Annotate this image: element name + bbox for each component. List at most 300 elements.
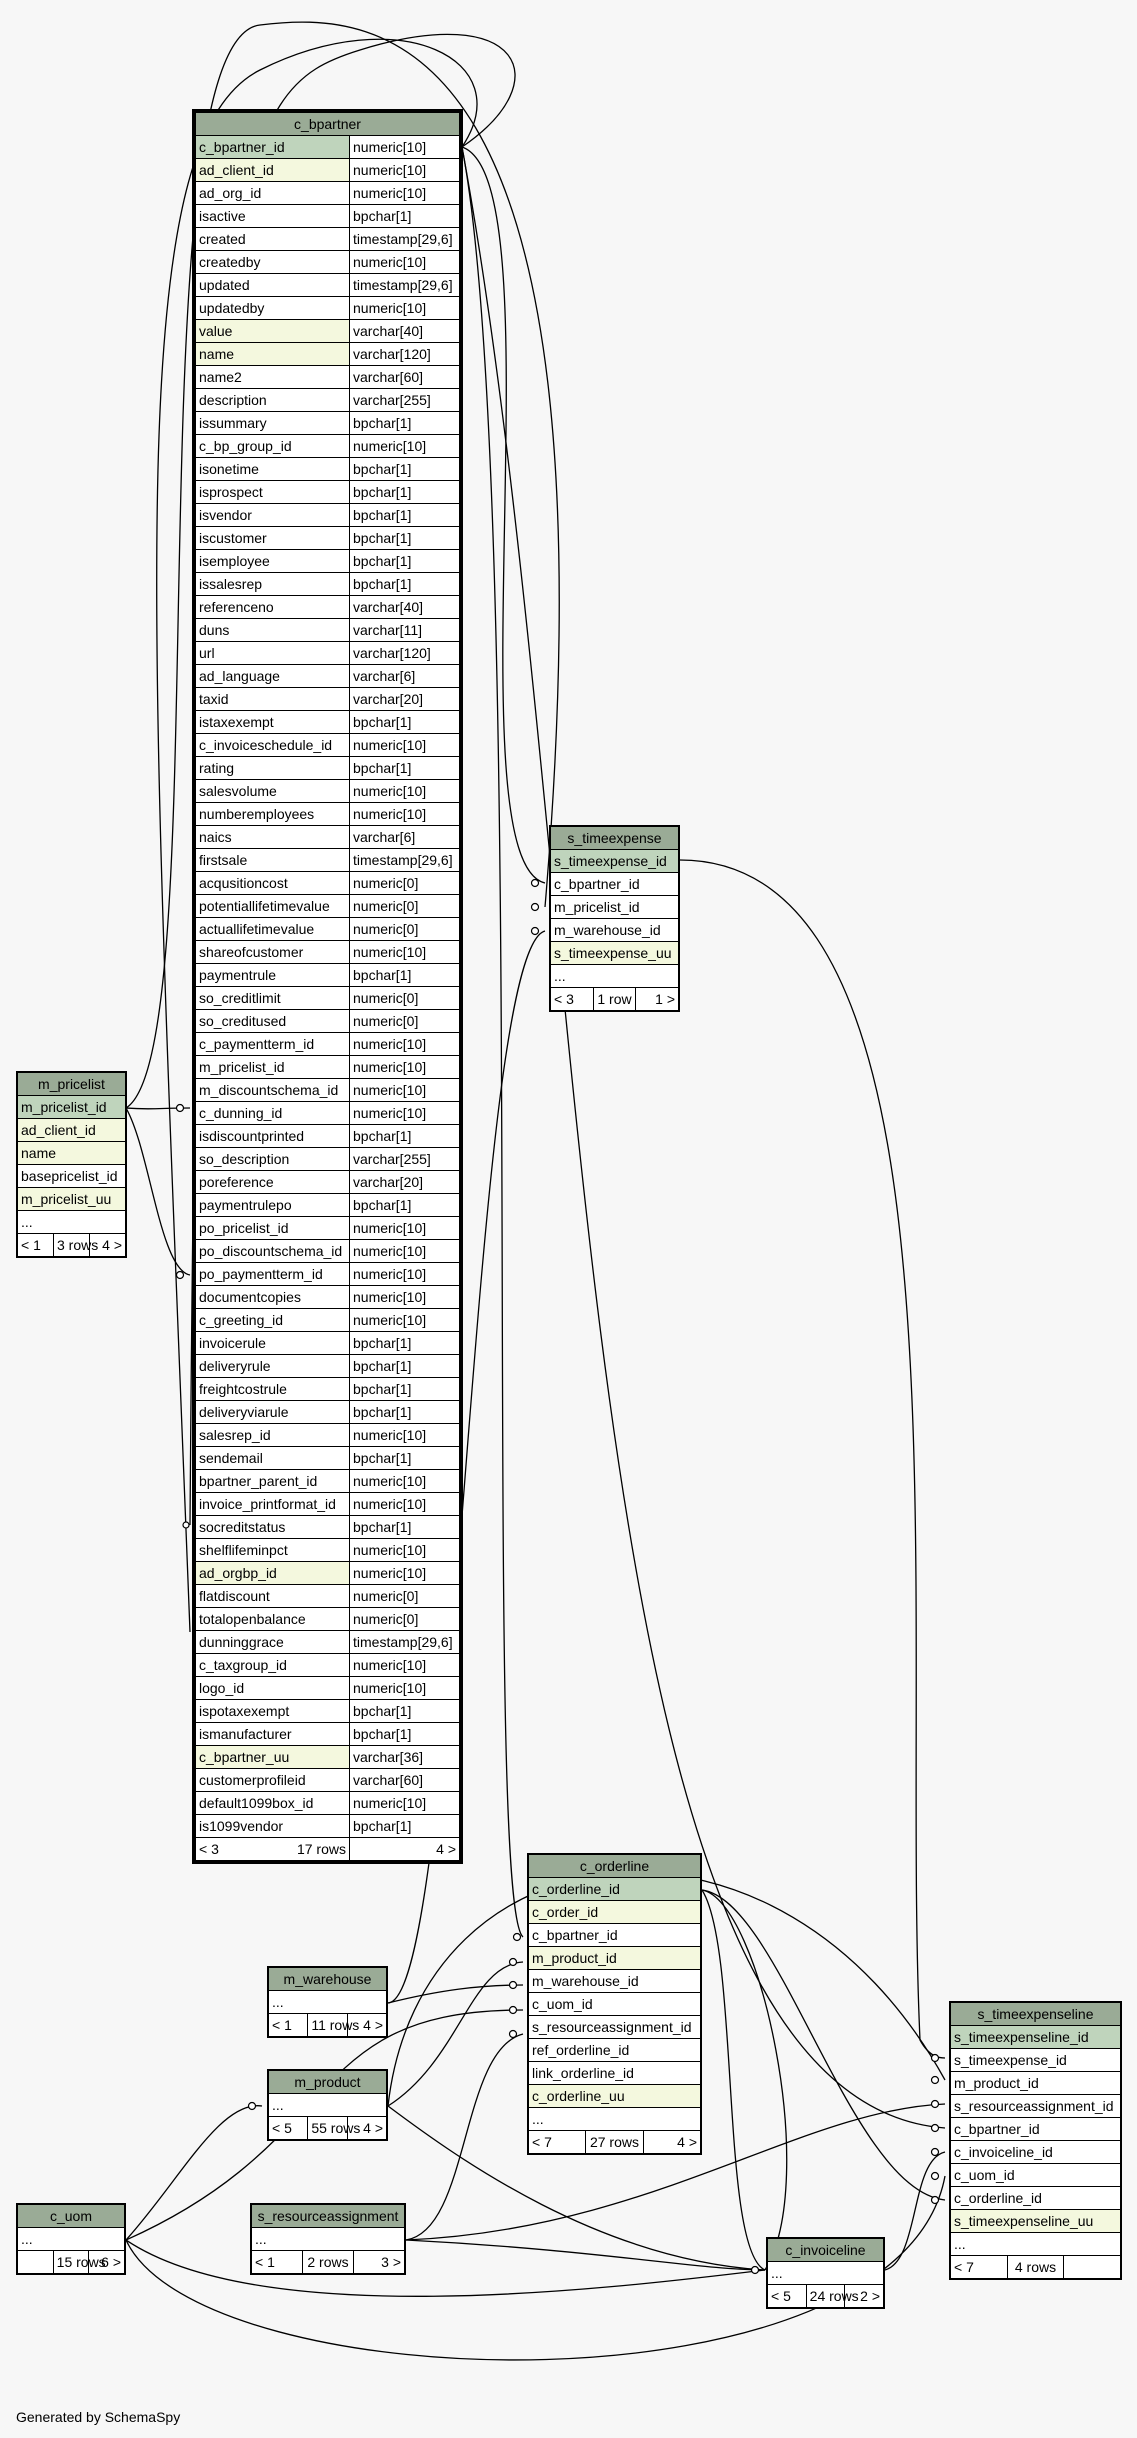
table-footer-next[interactable]: 4 > <box>350 1838 460 1861</box>
column-type: bpchar[1] <box>350 1378 460 1401</box>
column-type: numeric[0] <box>350 918 460 941</box>
table-s-resourceassignment-title[interactable]: s_resourceassignment <box>252 2205 405 2228</box>
column-name: issalesrep <box>196 573 350 596</box>
table-column-row[interactable] <box>196 1263 460 1286</box>
column-name: referenceno <box>196 596 350 619</box>
table-column-row[interactable] <box>551 896 679 919</box>
table-s-timeexpense-body <box>550 826 679 1011</box>
table-column-row[interactable] <box>196 435 460 458</box>
table-column-row[interactable] <box>196 596 460 619</box>
column-type: bpchar[1] <box>350 964 460 987</box>
column-type: numeric[10] <box>350 159 460 182</box>
column-name: s_timeexpense_id <box>951 2049 1121 2072</box>
column-name: customerprofileid <box>196 1769 350 1792</box>
table-footer-prev[interactable]: < 3 <box>551 988 594 1011</box>
table-m-product[interactable] <box>267 2069 388 2141</box>
table-column-row[interactable] <box>196 412 460 435</box>
column-name: ... <box>18 2228 125 2251</box>
table-footer-next[interactable]: 4 > <box>90 1234 126 1257</box>
edge-marker <box>177 1105 184 1112</box>
table-column-row[interactable] <box>196 1700 460 1723</box>
table-column-row[interactable] <box>551 850 679 873</box>
column-type: bpchar[1] <box>350 1723 460 1746</box>
table-column-row[interactable] <box>196 1010 460 1033</box>
table-column-row[interactable] <box>196 366 460 389</box>
table-column-row[interactable] <box>196 1539 460 1562</box>
column-type: numeric[10] <box>350 1424 460 1447</box>
table-c-bpartner[interactable] <box>192 109 463 1864</box>
column-name: isactive <box>196 205 350 228</box>
table-footer-next[interactable]: 4 > <box>347 2117 386 2140</box>
column-name: issummary <box>196 412 350 435</box>
edge-resource-orderline <box>406 2034 523 2240</box>
table-column-row[interactable] <box>18 1165 126 1188</box>
column-name: c_order_id <box>529 1901 701 1924</box>
table-s-resourceassignment-body <box>251 2204 405 2274</box>
column-type: numeric[10] <box>350 297 460 320</box>
column-name: so_description <box>196 1148 350 1171</box>
table-column-row[interactable] <box>196 1309 460 1332</box>
table-footer-rows: 4 rows <box>1007 2256 1064 2279</box>
edge-marker <box>183 1522 189 1528</box>
table-column-row[interactable] <box>196 1355 460 1378</box>
table-column-row[interactable] <box>529 2108 701 2131</box>
column-name: po_discountschema_id <box>196 1240 350 1263</box>
table-column-row[interactable] <box>196 1056 460 1079</box>
edge-uom-product <box>126 2106 262 2240</box>
column-type: bpchar[1] <box>350 1332 460 1355</box>
table-column-row[interactable] <box>951 2095 1121 2118</box>
column-name: c_invoiceline_id <box>951 2141 1121 2164</box>
column-name: salesvolume <box>196 780 350 803</box>
table-column-row[interactable] <box>196 734 460 757</box>
table-column-row[interactable] <box>18 1119 126 1142</box>
table-column-row[interactable] <box>529 1878 701 1901</box>
column-type: numeric[0] <box>350 1608 460 1631</box>
table-column-row[interactable] <box>529 2016 701 2039</box>
table-column-row[interactable] <box>196 1746 460 1769</box>
table-column-row[interactable] <box>196 1769 460 1792</box>
table-column-row[interactable] <box>196 182 460 205</box>
edge-marker <box>932 2173 939 2180</box>
edge-orderline-self <box>702 1890 787 2270</box>
table-m-pricelist[interactable] <box>16 1071 127 1258</box>
table-column-row[interactable] <box>196 550 460 573</box>
table-column-row[interactable] <box>18 1096 126 1119</box>
table-column-row[interactable] <box>196 1562 460 1585</box>
table-footer-prev[interactable] <box>18 2251 54 2274</box>
edge-bpartner-timeexpenseline <box>462 147 945 2128</box>
table-c-orderline-body <box>528 1854 701 2154</box>
table-column-row[interactable] <box>196 1631 460 1654</box>
column-type: bpchar[1] <box>350 412 460 435</box>
table-column-row[interactable] <box>529 2039 701 2062</box>
table-footer-prev[interactable]: < 7 <box>529 2131 586 2154</box>
table-column-row[interactable] <box>196 872 460 895</box>
table-column-row[interactable] <box>529 1947 701 1970</box>
table-c-bpartner-title[interactable]: c_bpartner <box>196 113 460 136</box>
column-type: bpchar[1] <box>350 1700 460 1723</box>
column-type: bpchar[1] <box>350 1815 460 1838</box>
table-footer-next[interactable]: 4 > <box>347 2014 386 2037</box>
edge-marker <box>932 2125 939 2132</box>
table-column-row[interactable] <box>196 665 460 688</box>
column-name: ... <box>252 2228 405 2251</box>
table-column-row[interactable] <box>196 527 460 550</box>
table-c-uom-title[interactable]: c_uom <box>18 2205 125 2228</box>
table-footer-next[interactable]: 6 > <box>89 2251 125 2274</box>
column-type: timestamp[29,6] <box>350 228 460 251</box>
table-footer-next[interactable]: 1 > <box>636 988 679 1011</box>
column-type: varchar[6] <box>350 826 460 849</box>
edge-marker <box>510 1982 517 1989</box>
table-column-row[interactable] <box>18 1211 126 1234</box>
column-type: timestamp[29,6] <box>350 274 460 297</box>
column-name: totalopenbalance <box>196 1608 350 1631</box>
table-column-row[interactable] <box>951 2164 1121 2187</box>
table-footer-prev[interactable]: < 3 <box>199 1841 219 1857</box>
table-footer-rows: 55 rows <box>308 2117 347 2140</box>
table-column-row[interactable] <box>951 2118 1121 2141</box>
column-type: varchar[255] <box>350 389 460 412</box>
table-column-row[interactable] <box>196 481 460 504</box>
column-name: value <box>196 320 350 343</box>
table-column-row[interactable] <box>529 1970 701 1993</box>
table-column-row[interactable] <box>196 1102 460 1125</box>
table-column-row[interactable] <box>252 2228 405 2251</box>
table-column-row[interactable] <box>196 895 460 918</box>
column-name: ... <box>951 2233 1121 2256</box>
edge-marker <box>932 2101 939 2108</box>
table-column-row[interactable] <box>18 1188 126 1211</box>
column-type: numeric[10] <box>350 1539 460 1562</box>
table-footer <box>951 2256 1121 2279</box>
table-c-uom[interactable] <box>16 2203 126 2275</box>
table-column-row[interactable] <box>196 136 460 159</box>
table-column-row[interactable] <box>196 458 460 481</box>
table-column-row[interactable] <box>196 642 460 665</box>
column-name: url <box>196 642 350 665</box>
table-column-row[interactable] <box>529 2085 701 2108</box>
table-column-row[interactable] <box>196 1493 460 1516</box>
table-column-row[interactable] <box>196 228 460 251</box>
table-column-row[interactable] <box>196 1332 460 1355</box>
table-column-row[interactable] <box>551 873 679 896</box>
column-name: salesrep_id <box>196 1424 350 1447</box>
table-column-row[interactable] <box>196 1079 460 1102</box>
column-type: varchar[20] <box>350 1171 460 1194</box>
table-column-row[interactable] <box>196 1815 460 1838</box>
table-s-timeexpenseline-title[interactable]: s_timeexpenseline <box>951 2003 1121 2026</box>
table-footer-prev[interactable]: < 7 <box>951 2256 1008 2279</box>
table-column-row[interactable] <box>196 1585 460 1608</box>
table-column-row[interactable] <box>196 1654 460 1677</box>
table-column-row[interactable] <box>196 1677 460 1700</box>
table-c-orderline-title[interactable]: c_orderline <box>529 1855 701 1878</box>
column-type: numeric[10] <box>350 1102 460 1125</box>
table-column-row[interactable] <box>196 1447 460 1470</box>
table-column-row[interactable] <box>196 159 460 182</box>
table-column-row[interactable] <box>529 2062 701 2085</box>
edge-marker <box>510 2007 517 2014</box>
column-type: bpchar[1] <box>350 481 460 504</box>
table-column-row[interactable] <box>196 918 460 941</box>
table-footer-rows: 27 rows <box>586 2131 643 2154</box>
column-name: name <box>196 343 350 366</box>
table-s-timeexpense[interactable] <box>549 825 680 1012</box>
column-type: numeric[10] <box>350 1079 460 1102</box>
table-column-row[interactable] <box>951 2072 1121 2095</box>
table-column-row[interactable] <box>768 2262 884 2285</box>
table-column-row[interactable] <box>196 688 460 711</box>
table-column-row[interactable] <box>18 1142 126 1165</box>
table-footer <box>269 2117 387 2140</box>
column-name: name <box>18 1142 126 1165</box>
edge-marker <box>932 2055 939 2062</box>
table-m-warehouse[interactable] <box>267 1966 388 2038</box>
column-type: numeric[10] <box>350 1562 460 1585</box>
column-name: c_bp_group_id <box>196 435 350 458</box>
table-column-row[interactable] <box>196 941 460 964</box>
table-c-invoiceline-body <box>767 2238 884 2308</box>
column-type: varchar[255] <box>350 1148 460 1171</box>
table-column-row[interactable] <box>196 297 460 320</box>
table-column-row[interactable] <box>196 320 460 343</box>
edge-marker <box>510 2031 517 2038</box>
column-type: varchar[120] <box>350 343 460 366</box>
column-name: ad_org_id <box>196 182 350 205</box>
column-name: actuallifetimevalue <box>196 918 350 941</box>
column-name: c_bpartner_uu <box>196 1746 350 1769</box>
column-type: numeric[10] <box>350 182 460 205</box>
column-name: m_discountschema_id <box>196 1079 350 1102</box>
table-column-row[interactable] <box>951 2233 1121 2256</box>
table-footer <box>18 2251 125 2274</box>
table-column-row[interactable] <box>196 1217 460 1240</box>
column-name: po_pricelist_id <box>196 1217 350 1240</box>
table-column-row[interactable] <box>951 2187 1121 2210</box>
edge-marker <box>932 2077 939 2084</box>
table-column-row[interactable] <box>196 711 460 734</box>
column-name: m_pricelist_uu <box>18 1188 126 1211</box>
table-footer-next[interactable]: 3 > <box>354 2251 405 2274</box>
column-type: numeric[10] <box>350 1309 460 1332</box>
table-column-row[interactable] <box>196 1194 460 1217</box>
column-type: varchar[60] <box>350 1769 460 1792</box>
column-name: documentcopies <box>196 1286 350 1309</box>
table-m-pricelist-body <box>17 1072 126 1257</box>
table-s-timeexpenseline[interactable] <box>949 2001 1122 2280</box>
table-column-row[interactable] <box>196 1608 460 1631</box>
table-column-row[interactable] <box>269 1991 387 2014</box>
column-name: c_greeting_id <box>196 1309 350 1332</box>
table-column-row[interactable] <box>529 1901 701 1924</box>
edge-marker <box>177 1272 184 1279</box>
table-column-row[interactable] <box>951 2210 1121 2233</box>
table-column-row[interactable] <box>196 343 460 366</box>
table-footer-prev[interactable]: < 5 <box>269 2117 308 2140</box>
column-name: ad_client_id <box>196 159 350 182</box>
table-footer-rows: 2 rows <box>303 2251 354 2274</box>
column-name: c_paymentterm_id <box>196 1033 350 1056</box>
table-column-row[interactable] <box>196 987 460 1010</box>
column-name: updatedby <box>196 297 350 320</box>
column-name: ... <box>269 2094 387 2117</box>
column-type: bpchar[1] <box>350 573 460 596</box>
column-name: isemployee <box>196 550 350 573</box>
edge-bpartner-orderline <box>462 147 523 1937</box>
table-column-row[interactable] <box>551 965 679 988</box>
table-column-row[interactable] <box>196 826 460 849</box>
column-name: m_warehouse_id <box>551 919 679 942</box>
column-name: rating <box>196 757 350 780</box>
column-name: c_taxgroup_id <box>196 1654 350 1677</box>
table-column-row[interactable] <box>529 1993 701 2016</box>
table-footer-prev[interactable]: < 1 <box>269 2014 308 2037</box>
column-name: dunninggrace <box>196 1631 350 1654</box>
table-s-timeexpense-title[interactable]: s_timeexpense <box>551 827 679 850</box>
column-type: varchar[20] <box>350 688 460 711</box>
table-column-row[interactable] <box>196 757 460 780</box>
column-name: deliveryrule <box>196 1355 350 1378</box>
table-footer-rows: 15 rows <box>53 2251 89 2274</box>
table-column-row[interactable] <box>196 780 460 803</box>
table-footer-prev[interactable]: < 5 <box>768 2285 807 2308</box>
edge-marker <box>752 2267 759 2274</box>
column-type: bpchar[1] <box>350 757 460 780</box>
table-column-row[interactable] <box>551 919 679 942</box>
column-name: s_resourceassignment_id <box>951 2095 1121 2118</box>
column-name: potentiallifetimevalue <box>196 895 350 918</box>
table-column-row[interactable] <box>196 251 460 274</box>
table-column-row[interactable] <box>551 942 679 965</box>
column-name: firstsale <box>196 849 350 872</box>
table-m-pricelist-title[interactable]: m_pricelist <box>18 1073 126 1096</box>
column-name: naics <box>196 826 350 849</box>
table-footer-rows: 3 rows <box>54 1234 90 1257</box>
column-type: numeric[0] <box>350 895 460 918</box>
table-column-row[interactable] <box>196 573 460 596</box>
table-footer-rows: 24 rows <box>806 2285 845 2308</box>
table-footer-next[interactable]: 2 > <box>845 2285 884 2308</box>
column-type: varchar[120] <box>350 642 460 665</box>
table-column-row[interactable] <box>196 1240 460 1263</box>
table-column-row[interactable] <box>196 1516 460 1539</box>
column-name: numberemployees <box>196 803 350 826</box>
table-m-warehouse-body <box>268 1967 387 2037</box>
column-name: updated <box>196 274 350 297</box>
table-column-row[interactable] <box>196 205 460 228</box>
table-column-row[interactable] <box>196 1171 460 1194</box>
column-name: deliveryviarule <box>196 1401 350 1424</box>
table-footer <box>252 2251 405 2274</box>
table-m-product-body <box>268 2070 387 2140</box>
column-name: invoicerule <box>196 1332 350 1355</box>
table-footer-rows: 1 row <box>593 988 636 1011</box>
table-column-row[interactable] <box>196 619 460 642</box>
column-name: paymentrule <box>196 964 350 987</box>
table-footer-prev[interactable]: < 1 <box>252 2251 303 2274</box>
table-s-resourceassignment[interactable] <box>250 2203 406 2275</box>
column-type: numeric[10] <box>350 1470 460 1493</box>
table-column-row[interactable] <box>18 2228 125 2251</box>
column-name: ... <box>768 2262 884 2285</box>
table-c-orderline[interactable] <box>527 1853 702 2155</box>
table-c-invoiceline[interactable] <box>766 2237 885 2309</box>
table-c-invoiceline-title[interactable]: c_invoiceline <box>768 2239 884 2262</box>
table-column-row[interactable] <box>269 2094 387 2117</box>
table-footer <box>18 1234 126 1257</box>
table-column-row[interactable] <box>196 1401 460 1424</box>
table-c-bpartner-body <box>195 112 460 1861</box>
column-type: varchar[11] <box>350 619 460 642</box>
table-column-row[interactable] <box>951 2049 1121 2072</box>
table-column-row[interactable] <box>196 1470 460 1493</box>
column-type: bpchar[1] <box>350 527 460 550</box>
column-name: taxid <box>196 688 350 711</box>
table-footer-prev[interactable]: < 1 <box>18 1234 54 1257</box>
table-footer <box>551 988 679 1011</box>
table-column-row[interactable] <box>196 504 460 527</box>
column-type: timestamp[29,6] <box>350 1631 460 1654</box>
column-name: c_invoiceschedule_id <box>196 734 350 757</box>
table-column-row[interactable] <box>196 964 460 987</box>
table-m-product-title[interactable]: m_product <box>269 2071 387 2094</box>
table-footer <box>269 2014 387 2037</box>
edge-warehouse-orderline <box>388 1985 523 2003</box>
column-type: numeric[10] <box>350 1493 460 1516</box>
table-column-row[interactable] <box>196 274 460 297</box>
column-type: bpchar[1] <box>350 1447 460 1470</box>
table-column-row[interactable] <box>951 2026 1121 2049</box>
table-footer-next[interactable] <box>1064 2256 1121 2279</box>
column-name: ref_orderline_id <box>529 2039 701 2062</box>
table-column-row[interactable] <box>196 389 460 412</box>
table-column-row[interactable] <box>196 849 460 872</box>
column-name: po_paymentterm_id <box>196 1263 350 1286</box>
column-name: so_creditused <box>196 1010 350 1033</box>
table-column-row[interactable] <box>196 803 460 826</box>
column-name: s_resourceassignment_id <box>529 2016 701 2039</box>
table-column-row[interactable] <box>196 1148 460 1171</box>
table-m-warehouse-title[interactable]: m_warehouse <box>269 1968 387 1991</box>
table-column-row[interactable] <box>196 1125 460 1148</box>
column-name: ... <box>269 1991 387 2014</box>
column-name: isvendor <box>196 504 350 527</box>
table-column-row[interactable] <box>196 1424 460 1447</box>
column-type: bpchar[1] <box>350 205 460 228</box>
table-footer-next[interactable]: 4 > <box>643 2131 700 2154</box>
column-type: numeric[0] <box>350 1010 460 1033</box>
table-column-row[interactable] <box>529 1924 701 1947</box>
column-name: isprospect <box>196 481 350 504</box>
table-column-row[interactable] <box>196 1033 460 1056</box>
column-name: ad_client_id <box>18 1119 126 1142</box>
table-column-row[interactable] <box>196 1792 460 1815</box>
edge-resource-invoiceline <box>406 2240 765 2270</box>
column-name: shelflifeminpct <box>196 1539 350 1562</box>
table-column-row[interactable] <box>196 1723 460 1746</box>
table-column-row[interactable] <box>951 2141 1121 2164</box>
column-name: freightcostrule <box>196 1378 350 1401</box>
table-column-row[interactable] <box>196 1286 460 1309</box>
column-name: shareofcustomer <box>196 941 350 964</box>
table-column-row[interactable] <box>196 1378 460 1401</box>
column-name: basepricelist_id <box>18 1165 126 1188</box>
column-name: m_pricelist_id <box>551 896 679 919</box>
edge-marker <box>932 2197 939 2204</box>
column-type: numeric[10] <box>350 1217 460 1240</box>
